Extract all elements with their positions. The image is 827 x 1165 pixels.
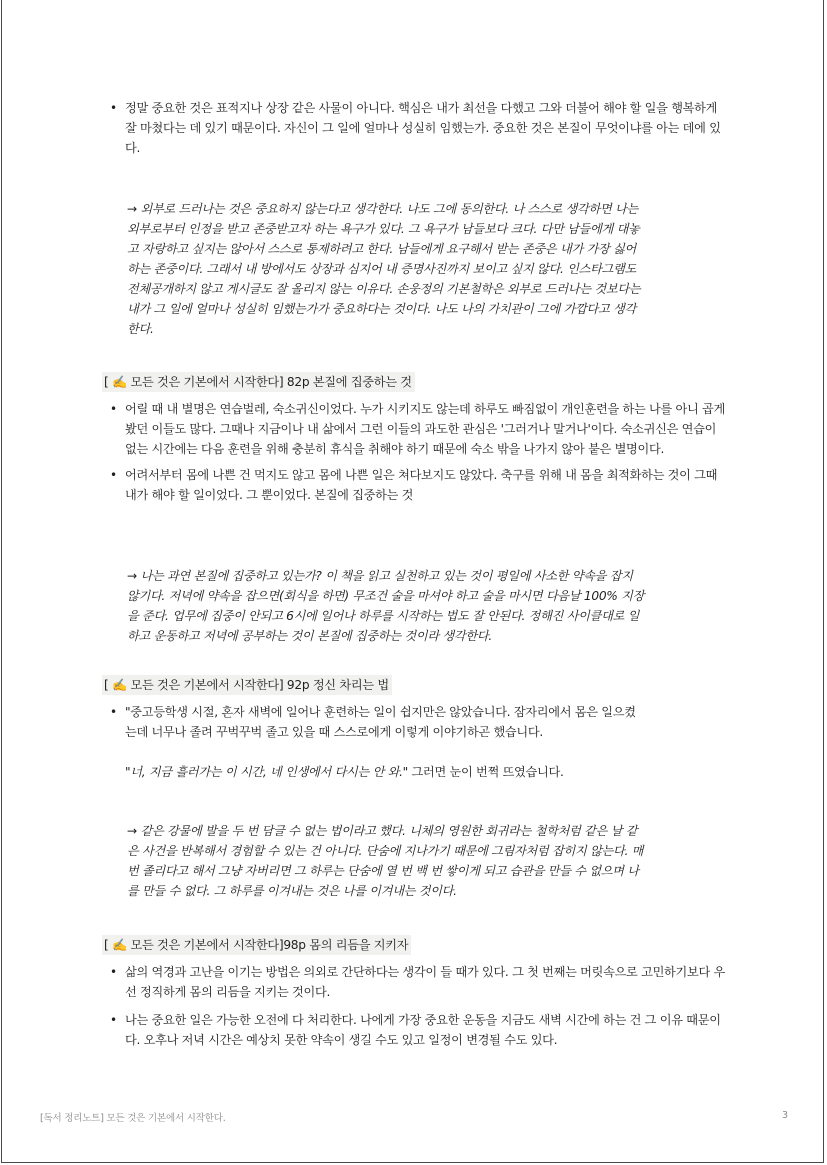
italic-quote: "너, 지금 흘러가는 이 시간, 네 인생에서 다시는 안 와." [125,765,408,779]
bullet-dot-icon: • [110,402,117,416]
list-item [110,1010,730,1050]
writing-hand-icon: ✍️ [112,678,127,692]
heading-text: 모든 것은 기본에서 시작한다] 92p 정신 차리는 법 [130,678,389,692]
quoted-speech [125,762,645,782]
section-heading: [ ✍️ 모든 것은 기본에서 시작한다] 92p 정신 차리는 법 [102,675,392,695]
writing-hand-icon: ✍️ [112,375,127,389]
list-item [110,702,645,782]
bullet-text: "중고등학생 시절, 혼자 새벽에 일어나 훈련하는 일이 쉽지만은 않았습니다. 잠자리에서 몸은 일으켰는데 너무나 졸려 꾸벅꾸벅 졸고 있을 때 스스로에게 이렇게 이야기하곤 했습니다. [125,705,636,739]
bullet-dot-icon: • [110,705,117,719]
bullet-text: 나는 중요한 일은 가능한 오전에 다 처리한다. 나에게 가장 중요한 운동을 지금도 새벽 시간에 하는 건 그 이유 때문이다. 오후나 저녁 시간은 예상치 못한 약속이 생길 수도 있고 일정이 변경될 수도 있다. [125,1013,721,1047]
bullet-tail-text: 그러면 눈이 번쩍 뜨였습니다. [411,765,564,779]
bullet-list [110,702,645,782]
page-number: 3 [782,1110,789,1121]
document-page [1,0,824,1163]
section-heading: [ ✍️ 모든 것은 기본에서 시작한다]98p 몸의 리듬을 지키자 [102,935,411,955]
heading-text: 모든 것은 기본에서 시작한다]98p 몸의 리듬을 지키자 [130,938,409,952]
bullet-text: 정말 중요한 것은 표적지나 상장 같은 사물이 아니다. 핵심은 내가 최선을 다했고 그와 더불어 해야 할 일을 행복하게 잘 마쳤다는 데 있기 때문이다. 자신이 그 일에 얼마나 성실히 임했는가. 중요한 것은 본질이 무엇이냐를 아는 데에 있다. [125,101,721,155]
list-item [110,962,730,1002]
bullet-text: 어릴 때 내 별명은 연습벌레, 숙소귀신이었다. 누가 시키지도 않는데 하루도 빠짐없이 개인훈련을 하는 나를 아니 곱게 봤던 이들도 많다. 그때나 지금이나 내 삶에서 그런 이들의 과도한 관심은 '그러거나 말거나'이다. 숙소귀신은 연습이 없는 시간에는 다음 훈련을 위해 충분히 휴식을 취해야 하기 때문에 숙소 밖을 나가지 않아 붙은 별명이다. [125,402,725,456]
list-item [110,98,730,158]
bullet-list [110,98,730,158]
footer-title: [독서 정리노트] 모든 것은 기본에서 시작한다. [40,1113,226,1124]
bullet-text: 어려서부터 몸에 나쁜 건 먹지도 않고 몸에 나쁜 일은 쳐다보지도 않았다. 축구를 위해 내 몸을 최적화하는 것이 그때 내가 해야 할 일이었다. 그 뿐이었다. 본질에 집중하는 것 [125,468,718,502]
bullet-list [110,962,730,1050]
bullet-dot-icon: • [110,468,117,482]
bullet-text: 삶의 역경과 고난을 이기는 방법은 의외로 간단하다는 생각이 들 때가 있다. 그 첫 번째는 머릿속으로 고민하기보다 우선 정직하게 몸의 리듬을 지키는 것이다. [125,965,725,999]
reflection-quote: → 같은 강물에 발을 두 번 담글 수 없는 법이라고 했다. 니체의 영원한 회귀라는 철학처럼 같은 날 같은 사건을 반복해서 경험할 수 있는 건 아니다. 단숨에 지나가기 때문에 그림자처럼 잡히지 않는다. 매번 졸리다고 해서 그냥 자버리면 그 하루는 단숨에 열 번 백 번 쌓이게 되고 습관을 만들 수 없으며 나를 만들 수 없다. 그 하루를 이겨내는 것은 나를 이겨내는 것이다. [127,824,644,898]
writing-hand-icon: ✍️ [112,938,127,952]
reflection-quote: → 외부로 드러나는 것은 중요하지 않는다고 생각한다. 나도 그에 동의한다. 나 스스로 생각하면 나는 외부로부터 인정을 받고 존중받고자 하는 욕구가 있다. 그 욕구가 남들보다 크다. 다만 남들에게 대놓고 자랑하고 싶지는 않아서 스스로 통제하려고 한다. 남들에게 요구해서 받는 존중은 내가 가장 싫어하는 존중이다. 그래서 내 방에서도 상장과 심지어 내 증명사진까지 보이고 싶지 않다. 인스타그램도 전체공개하지 않고 게시글도 잘 올리지 않는 이유다. 손웅정의 기본철학은 외부로 드러나는 것보다는 내가 그 일에 얼마나 성실히 임했는가가 중요하다는 것이다. 나도 나의 가치관이 그에 가깝다고 생각한다. [127,202,641,336]
heading-text: 모든 것은 기본에서 시작한다] 82p 본질에 집중하는 것 [130,375,412,389]
section-heading: [ ✍️ 모든 것은 기본에서 시작한다] 82p 본질에 집중하는 것 [102,372,415,392]
bullet-list [110,399,730,505]
bullet-dot-icon: • [110,101,117,115]
bullet-dot-icon: • [110,965,117,979]
list-item [110,465,730,505]
bullet-dot-icon: • [110,1013,117,1027]
reflection-quote: → 나는 과연 본질에 집중하고 있는가? 이 책을 읽고 실천하고 있는 것이 평일에 사소한 약속을 잡지 않기다. 저녁에 약속을 잡으면(회식을 하면) 무조건 술을 마셔야 하고 술을 마시면 다음날 100% 지장을 준다. 업무에 집중이 안되고 6시에 일어나 하루를 시작하는 법도 잘 안된다. 정해진 사이클대로 일하고 운동하고 저녁에 공부하는 것이 본질에 집중하는 것이라 생각한다. [127,569,645,643]
list-item [110,399,730,459]
